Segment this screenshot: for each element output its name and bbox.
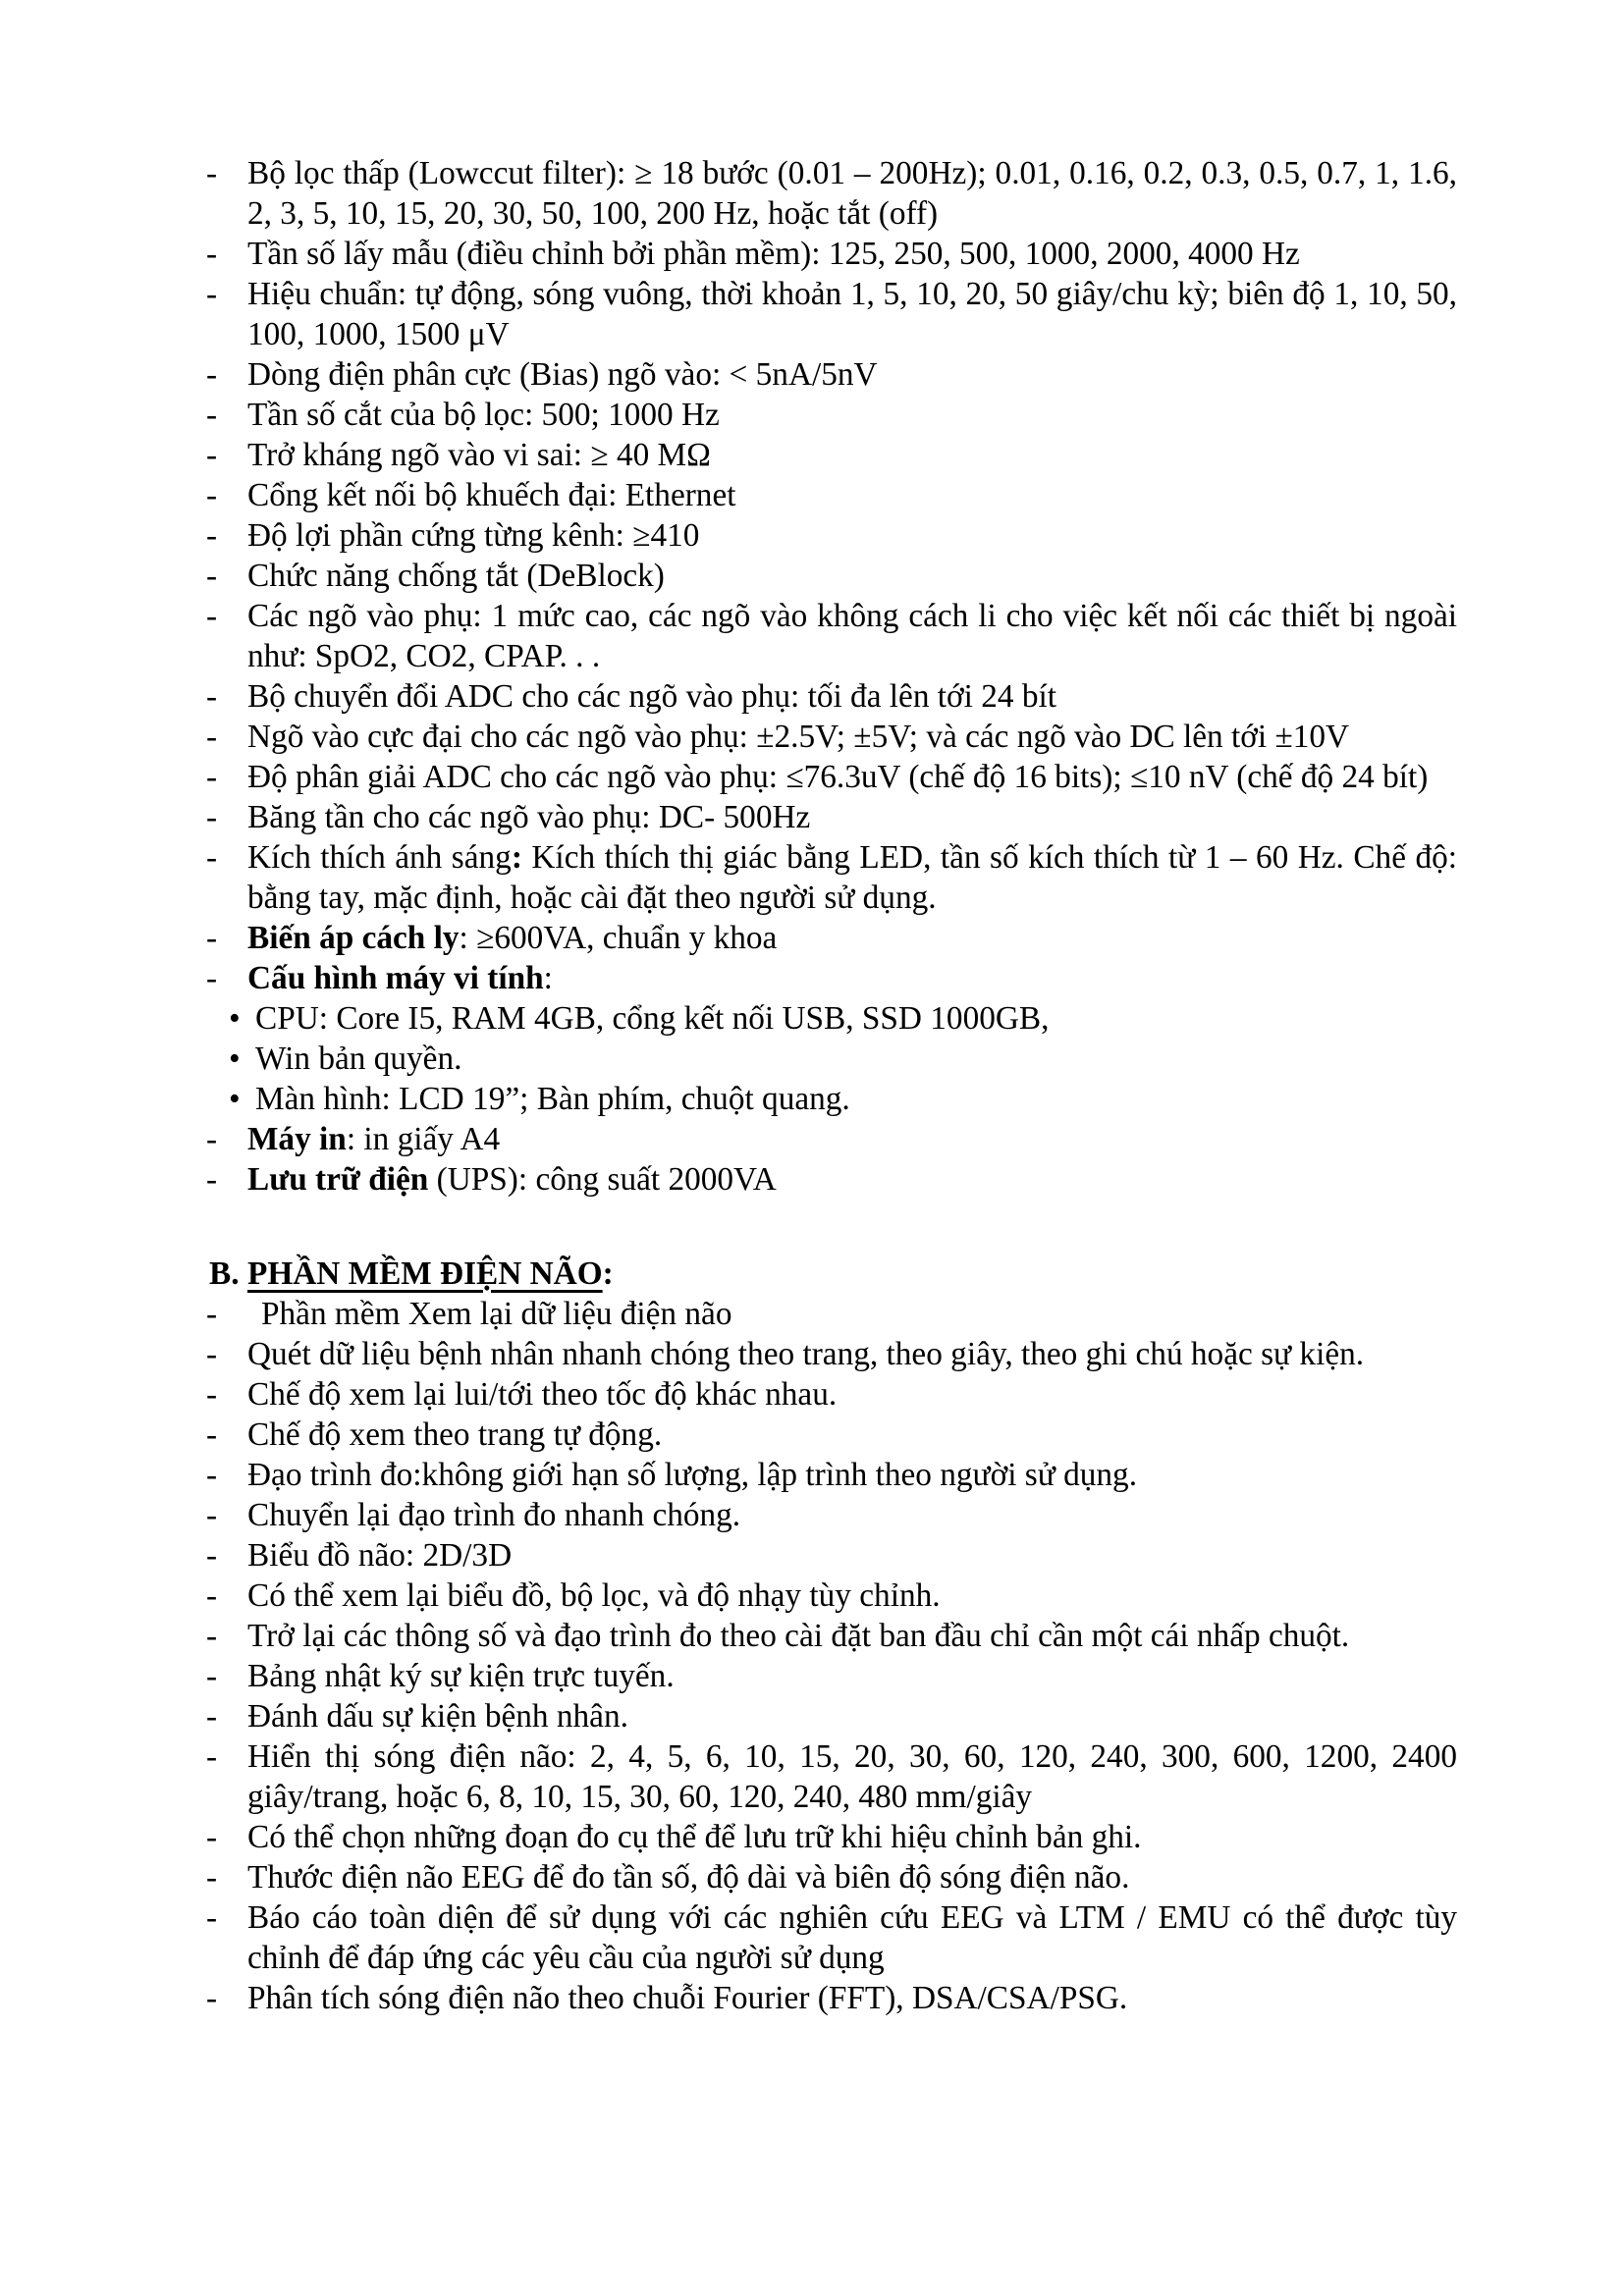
item-text <box>247 236 1300 272</box>
text-run: Kích thích ánh sáng <box>247 839 512 876</box>
item-text <box>247 276 1457 352</box>
item-text <box>247 437 711 473</box>
section-b-heading <box>209 1254 1457 1294</box>
text-run: Có thể xem lại biểu đồ, bộ lọc, và độ nhạy tùy chỉnh. <box>247 1577 941 1614</box>
dash-icon: - <box>206 1121 218 1157</box>
item-text <box>247 1537 512 1574</box>
document-body <box>206 153 1457 2018</box>
dash-icon: - <box>206 1376 218 1413</box>
text-run: Biểu đồ não: 2D/3D <box>247 1537 513 1574</box>
text-run: Bộ lọc thấp (Lowccut filter): ≥ 18 bước (0.01 – 200Hz); 0.01, 0.16, 0.2, 0.3, 0.5, 0.7, 1, 1.6, 2, 3, 5, 10, 15, 20, 30, 50, 100, 200 Hz, hoặc tắt (off) <box>247 155 1457 232</box>
list-item <box>206 1736 1457 1817</box>
item-text <box>247 1121 500 1157</box>
text-run: Biến áp cách ly <box>247 920 460 956</box>
item-text <box>247 1497 740 1533</box>
dash-icon: - <box>206 155 218 191</box>
list-item <box>206 395 1457 435</box>
item-text <box>247 558 665 594</box>
list-item <box>206 757 1457 797</box>
section-a-list <box>206 153 1457 1200</box>
item-text <box>261 1296 731 1332</box>
item-text <box>247 1658 675 1694</box>
text-run: Phần mềm Xem lại dữ liệu điện não <box>261 1296 732 1332</box>
dash-icon: - <box>206 1537 218 1574</box>
text-run: (UPS): công suất 2000VA <box>428 1161 777 1198</box>
dash-icon: - <box>206 356 218 393</box>
list-item <box>206 1415 1457 1455</box>
text-run: Dòng điện phân cực (Bias) ngõ vào: < 5nA/5nV <box>247 356 878 393</box>
text-run: Máy in <box>247 1121 347 1157</box>
text-run: Hiển thị sóng điện não: 2, 4, 5, 6, 10, 15, 20, 30, 60, 120, 240, 300, 600, 1200, 2400 giây/trang, hoặc 6, 8, 10, 15, 30, 60, 120, 240, 480 mm/giây <box>247 1738 1457 1815</box>
item-text <box>247 598 1457 674</box>
heading-title: PHẦN MỀM ĐIỆN NÃO <box>247 1255 603 1292</box>
text-run: : in giấy A4 <box>346 1121 501 1157</box>
item-text <box>247 1376 837 1413</box>
list-item <box>206 1656 1457 1696</box>
dash-icon: - <box>206 1859 218 1896</box>
list-item <box>206 435 1457 475</box>
list-item <box>206 1495 1457 1535</box>
list-item <box>206 958 1457 998</box>
item-text <box>247 678 1056 715</box>
list-item <box>206 1535 1457 1575</box>
list-item <box>206 1119 1457 1159</box>
dash-icon: - <box>206 839 218 876</box>
dash-icon: - <box>206 517 218 554</box>
dash-icon: - <box>206 1819 218 1855</box>
text-run: Màn hình: LCD 19”; Bàn phím, chuột quang. <box>255 1081 850 1117</box>
item-text <box>247 1980 1127 2016</box>
text-run: Ngõ vào cực đại cho các ngõ vào phụ: ±2.5V; ±5V; và các ngõ vào DC lên tới ±10V <box>247 719 1350 755</box>
dash-icon: - <box>206 598 218 634</box>
list-item <box>206 153 1457 234</box>
section-b-list <box>206 1294 1457 2018</box>
heading-colon: : <box>602 1255 614 1292</box>
dash-icon: - <box>206 1457 218 1493</box>
text-run: Hiệu chuẩn: tự động, sóng vuông, thời khoản 1, 5, 10, 20, 50 giây/chu kỳ; biên độ 1, 10, 50, 100, 1000, 1500 μV <box>247 276 1457 352</box>
item-text <box>247 1859 1129 1896</box>
text-run: Độ phân giải ADC cho các ngõ vào phụ: ≤76.3uV (chế độ 16 bits); ≤10 nV (chế độ 24 bít) <box>247 759 1429 795</box>
dash-icon: - <box>206 719 218 755</box>
dash-icon: - <box>206 397 218 433</box>
dash-icon: - <box>206 477 218 513</box>
text-run: Win bản quyền. <box>255 1041 462 1077</box>
item-text <box>247 1336 1364 1372</box>
text-run: Bảng nhật ký sự kiện trực tuyến. <box>247 1658 675 1694</box>
dash-icon: - <box>206 236 218 272</box>
item-text <box>247 1819 1141 1855</box>
heading-label: B. <box>209 1255 240 1292</box>
text-run: Trở kháng ngõ vào vi sai: ≥ 40 MΩ <box>247 437 711 473</box>
text-run: Quét dữ liệu bệnh nhân nhanh chóng theo trang, theo giây, theo ghi chú hoặc sự kiện. <box>247 1336 1365 1372</box>
list-item <box>206 274 1457 354</box>
dash-icon: - <box>206 1296 218 1332</box>
list-item <box>206 596 1457 676</box>
dash-icon: - <box>206 799 218 835</box>
list-item <box>206 515 1457 556</box>
text-run: Đạo trình đo:không giới hạn số lượng, lập trình theo người sử dụng. <box>247 1457 1138 1493</box>
text-run: Chế độ xem lại lui/tới theo tốc độ khác nhau. <box>247 1376 838 1413</box>
list-item <box>229 1039 1457 1079</box>
text-run: Lưu trữ điện <box>247 1161 429 1198</box>
text-run: Độ lợi phần cứng từng kênh: ≥410 <box>247 517 700 554</box>
list-item <box>206 1455 1457 1495</box>
text-run: : <box>543 960 553 996</box>
list-item <box>206 1374 1457 1415</box>
text-run: Chuyển lại đạo trình đo nhanh chóng. <box>247 1497 741 1533</box>
dash-icon: - <box>206 1497 218 1533</box>
dash-icon: - <box>206 1577 218 1614</box>
item-text <box>247 1698 628 1735</box>
item-text <box>247 799 810 835</box>
dash-icon: - <box>206 1618 218 1654</box>
item-text <box>255 1081 850 1117</box>
list-item <box>206 1616 1457 1656</box>
text-run: Chế độ xem theo trang tự động. <box>247 1416 663 1453</box>
item-text <box>255 1041 461 1077</box>
list-item <box>206 1575 1457 1616</box>
item-text <box>247 759 1428 795</box>
dash-icon: - <box>206 678 218 715</box>
dash-icon: - <box>206 960 218 996</box>
dash-icon: - <box>206 558 218 594</box>
list-item <box>206 837 1457 918</box>
dash-icon: - <box>206 920 218 956</box>
list-item <box>206 1334 1457 1374</box>
list-item <box>206 717 1457 757</box>
item-text <box>247 517 699 554</box>
text-run: CPU: Core I5, RAM 4GB, cổng kết nối USB, SSD 1000GB, <box>255 1000 1050 1037</box>
text-run: Tần số lấy mẫu (điều chỉnh bởi phần mềm): 125, 250, 500, 1000, 2000, 4000 Hz <box>247 236 1300 272</box>
item-text <box>247 356 878 393</box>
text-run: Đánh dấu sự kiện bệnh nhân. <box>247 1698 628 1735</box>
text-run: Có thể chọn những đoạn đo cụ thể để lưu trữ khi hiệu chỉnh bản ghi. <box>247 1819 1142 1855</box>
list-item <box>206 475 1457 515</box>
list-item <box>206 918 1457 958</box>
dash-icon: - <box>206 1658 218 1694</box>
item-text <box>247 719 1349 755</box>
item-text <box>247 1618 1349 1654</box>
dash-icon: - <box>206 1336 218 1372</box>
list-item <box>206 797 1457 837</box>
list-item <box>206 1696 1457 1736</box>
text-run: Báo cáo toàn diện để sử dụng với các nghiên cứu EEG và LTM / EMU có thể được tùy chỉnh để đáp ứng các yêu cầu của người sử dụng <box>247 1899 1457 1976</box>
list-item <box>206 556 1457 596</box>
dash-icon: - <box>206 1698 218 1735</box>
item-text <box>247 397 720 433</box>
item-text <box>247 920 777 956</box>
item-text <box>247 1899 1457 1976</box>
list-item <box>206 354 1457 395</box>
text-run: Các ngõ vào phụ: 1 mức cao, các ngõ vào không cách li cho việc kết nối các thiết bị ngoài như: SpO2, CO2, CPAP. . . <box>247 598 1457 674</box>
item-text <box>247 1577 941 1614</box>
text-run: Tần số cắt của bộ lọc: 500; 1000 Hz <box>247 397 720 433</box>
dash-icon: - <box>206 1980 218 2016</box>
dash-icon: - <box>206 276 218 312</box>
list-item <box>229 1079 1457 1119</box>
list-item <box>206 234 1457 274</box>
list-item <box>206 1159 1457 1200</box>
dash-icon: - <box>206 759 218 795</box>
bullet-icon: • <box>229 1041 241 1077</box>
dash-icon: - <box>206 1738 218 1775</box>
list-item <box>206 1978 1457 2018</box>
dash-icon: - <box>206 1416 218 1453</box>
text-run: Thước điện não EEG để đo tần số, độ dài và biên độ sóng điện não. <box>247 1859 1130 1896</box>
list-item <box>206 1897 1457 1978</box>
bullet-icon: • <box>229 1081 241 1117</box>
dash-icon: - <box>206 1161 218 1198</box>
list-item <box>206 676 1457 717</box>
text-run: Kích thích thị giác bằng LED, tần số kích thích từ 1 – 60 Hz. Chế độ: bằng tay, mặc định, hoặc cài đặt theo người sử dụng. <box>247 839 1457 916</box>
text-run: Băng tần cho các ngõ vào phụ: DC- 500Hz <box>247 799 811 835</box>
item-text <box>247 477 736 513</box>
text-run: : <box>511 839 522 876</box>
dash-icon: - <box>206 437 218 473</box>
list-item <box>229 998 1457 1039</box>
text-run: Cổng kết nối bộ khuếch đại: Ethernet <box>247 477 736 513</box>
list-item <box>206 1817 1457 1857</box>
item-text <box>247 1161 777 1198</box>
item-text <box>247 1738 1457 1815</box>
text-run: Phân tích sóng điện não theo chuỗi Fourier (FFT), DSA/CSA/PSG. <box>247 1980 1128 2016</box>
item-text <box>247 1416 662 1453</box>
item-text <box>247 960 553 996</box>
list-item <box>206 1294 1457 1334</box>
text-run: Bộ chuyển đổi ADC cho các ngõ vào phụ: tối đa lên tới 24 bít <box>247 678 1057 715</box>
dash-icon: - <box>206 1899 218 1936</box>
list-item <box>206 1857 1457 1897</box>
item-text <box>255 1000 1049 1037</box>
item-text <box>247 1457 1137 1493</box>
item-text <box>247 839 1457 916</box>
text-run: Chức năng chống tắt (DeBlock) <box>247 558 665 594</box>
item-text <box>247 155 1457 232</box>
text-run: Cấu hình máy vi tính <box>247 960 544 996</box>
bullet-icon: • <box>229 1000 241 1037</box>
text-run: : ≥600VA, chuẩn y khoa <box>459 920 778 956</box>
text-run: Trở lại các thông số và đạo trình đo theo cài đặt ban đầu chỉ cần một cái nhấp chuột. <box>247 1618 1350 1654</box>
